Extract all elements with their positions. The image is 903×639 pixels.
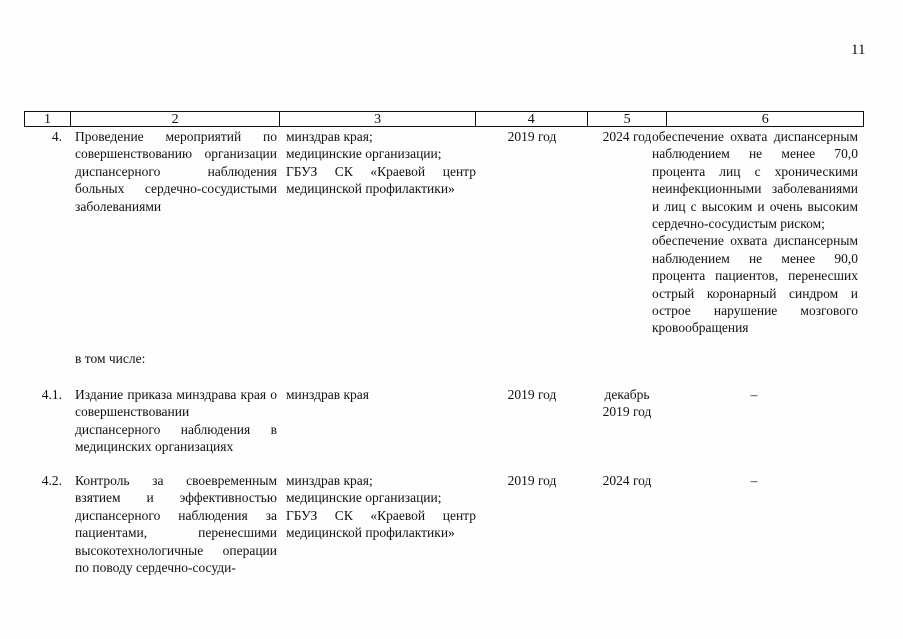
- expected-result: –: [750, 473, 758, 488]
- start-date: 2019 год: [507, 129, 557, 144]
- text-line: обеспечение охвата диспансерным наблюдением не менее 90,0 процента пациентов, перенесших острый коронарный синдром и острое нарушение мозгового кровообращения: [652, 233, 858, 336]
- executor: [286, 472, 476, 542]
- start-date: 2019 год: [507, 473, 557, 488]
- activity-name: Издание приказа минздрава края о совершенствовании диспансерного наблюдения в медицинских организациях: [75, 387, 277, 455]
- end-date: 2024 год: [602, 473, 652, 488]
- text-line: медицинские организации;: [286, 146, 442, 162]
- text-line: обеспечение охвата диспансерным наблюдением не менее 70,0 процента лиц с хроническими неинфекционными заболеваниями и лиц с высоким и очень высоким сердечно-сосудистым риском;: [652, 129, 858, 232]
- expected-result: –: [750, 387, 758, 402]
- end-date: [571, 386, 683, 421]
- header-col-6: 6: [761, 112, 769, 127]
- header-col-4: 4: [476, 112, 588, 126]
- executor: минздрав края: [286, 387, 369, 402]
- text-line: декабрь: [604, 387, 650, 402]
- end-date: 2024 год: [602, 129, 652, 144]
- page-number: 11: [851, 42, 866, 58]
- row-number: 4.1.: [41, 387, 62, 402]
- executor: [286, 128, 476, 198]
- activity-name: Проведение мероприятий по совершенствованию организации диспансерного наблюдения больных сердечно-сосудистыми заболеваниями: [75, 129, 277, 214]
- text-line: ГБУЗ СК «Краевой центр медицинской профилактики»: [286, 163, 476, 197]
- row-number: 4.2.: [41, 473, 62, 488]
- including-label: в том числе:: [75, 351, 146, 366]
- text-line: медицинские организации;: [286, 490, 442, 506]
- header-col-2: 2: [71, 112, 281, 126]
- header-col-1: 1: [25, 112, 71, 126]
- table-header-row: [24, 111, 864, 127]
- activity-name: Контроль за своевременным взятием и эффективностью диспансерного наблюдения за пациентами, перенесшими высокотехнологичные операции по поводу сердечно-сосуди-: [75, 473, 277, 576]
- start-date: 2019 год: [507, 387, 557, 402]
- header-col-5: 5: [588, 112, 668, 126]
- text-line: 2019 год: [602, 404, 652, 420]
- row-number: 4.: [51, 129, 62, 144]
- text-line: минздрав края;: [286, 129, 373, 144]
- text-line: ГБУЗ СК «Краевой центр медицинской профилактики»: [286, 507, 476, 541]
- header-col-3: 3: [280, 112, 476, 126]
- text-line: минздрав края;: [286, 473, 373, 488]
- expected-result: [652, 128, 858, 337]
